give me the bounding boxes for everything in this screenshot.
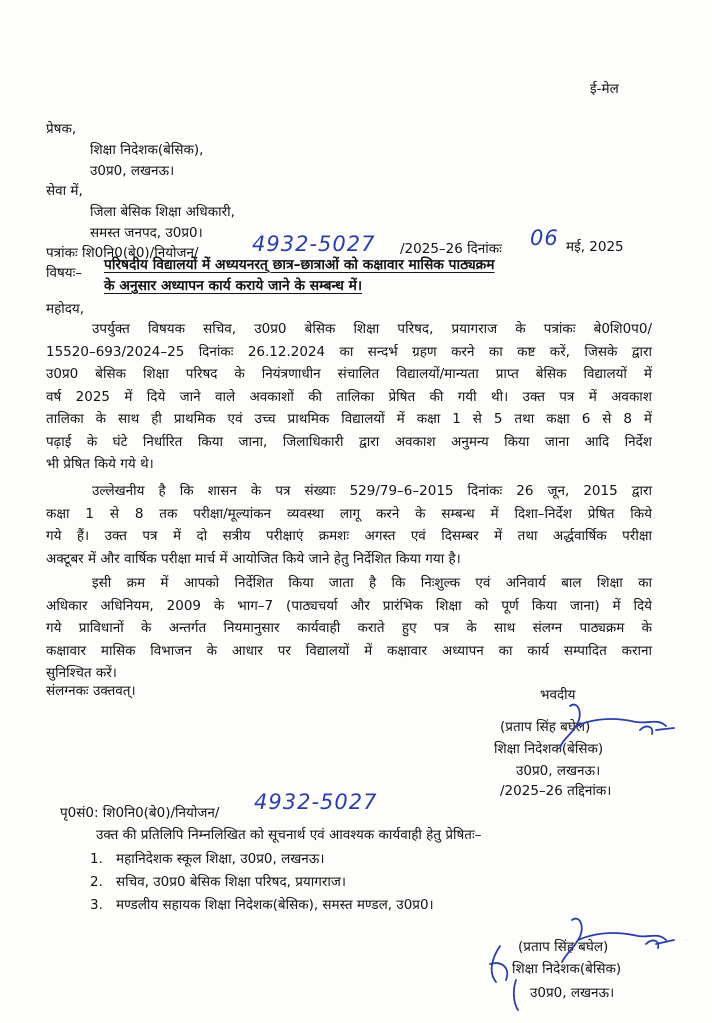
copy-item-number: 3. xyxy=(90,897,103,913)
para3-line: सुनिश्चित करें। xyxy=(46,665,117,681)
para2-line: अक्टूबर में और वार्षिक परीक्षा मार्च में आयोजित किये जाने हेतु निर्देशित किया गया है। xyxy=(46,550,461,567)
para3-line: कक्षावार मासिक विभाजन के आधार पर विद्यालयों में कक्षावार अध्यापन का कार्य सम्पादित कराना xyxy=(46,642,652,659)
para1-line: उ0प्र0 बेसिक शिक्षा परिषद के नियंत्रणाधीन संचालित विद्यालयों/मान्यता प्राप्त बेसिक विद्यालयों में xyxy=(46,366,652,382)
closing-word: भवदीय xyxy=(540,687,576,703)
copy-item-text: मण्डलीय सहायक शिक्षा निदेशक(बेसिक), समस्त मण्डल, उ0प्र0। xyxy=(116,897,434,913)
para3-line: अधिकार अधिनियम, 2009 के भाग–7 (पाठ्यचर्या और प्रारंभिक शिक्षा को पूर्ण किया जाना) में दिये xyxy=(46,597,652,614)
reference-middle: /2025–26 दिनांकः xyxy=(400,241,502,257)
copy-signatory-title: शिक्षा निदेशक(बेसिक) xyxy=(512,961,622,977)
copy-item-text: महानिदेशक स्कूल शिक्षा, उ0प्र0, लखनऊ। xyxy=(116,851,325,867)
subject-line-1: परिषदीय विद्यालयों में अध्ययनरत् छात्र–छात्राओं को कक्षावार मासिक पाठ्यक्रम xyxy=(104,257,495,273)
sender-name: शिक्षा निदेशक(बेसिक), xyxy=(90,142,204,158)
copy-reference-prefix: पृ0सं0: शि0नि0(बे0)/नियोजन/ xyxy=(60,805,220,821)
para2-line: गये हैं। उक्त पत्र में दो सत्रीय परीक्षाएं क्रमशः अगस्त एवं दिसम्बर में तथा अर्द्धवार्षिक परीक्षा xyxy=(46,528,652,544)
mode-label: ई-मेल xyxy=(590,81,619,97)
subject-line-2: के अनुसार अध्यापन कार्य कराये जाने के सम्बन्ध में। xyxy=(104,278,363,294)
reference-prefix: पत्रांकः शि0नि0(बे0)/नियोजन/ xyxy=(46,245,199,261)
reference-handwritten-number: 4932-5027 xyxy=(252,232,376,256)
copy-item-number: 2. xyxy=(90,874,103,890)
signature-scribble-icon xyxy=(540,696,690,766)
para1-line: उपर्युक्त विषयक सचिव, उ0प्र0 बेसिक शिक्षा परिषद, प्रयागराज के पत्रांकः बे0शि0प0/ xyxy=(92,321,652,337)
copy-reference-handwritten-number: 4932-5027 xyxy=(254,790,378,814)
copy-item-number: 1. xyxy=(90,851,103,867)
copy-intro: उक्त की प्रतिलिपि निम्नलिखित को सूचनार्थ एवं आवश्यक कार्यवाही हेतु प्रेषितः– xyxy=(96,827,482,843)
para3-line: गये प्राविधानों के अन्तर्गत नियमानुसार कार्यवाही कराते हुए पत्र के साथ संलग्न पाठ्यक्रम के xyxy=(46,620,652,636)
copy-signatory-name: (प्रताप सिंह बघेल) xyxy=(518,939,609,955)
para1-line: तालिका के साथ ही प्राथमिक एवं उच्च प्राथमिक विद्यालयों में कक्षा 1 से 5 तथा कक्षा 6 से 8 में xyxy=(46,411,652,427)
para1-line: भी प्रेषित किये गये थे। xyxy=(46,456,154,472)
sender-label: प्रेषक, xyxy=(46,121,77,137)
signatory-name: (प्रताप सिंह बघेल) xyxy=(500,719,591,735)
recipient-label: सेवा में, xyxy=(46,183,83,199)
reference-handwritten-day: 06 xyxy=(530,226,559,250)
para1-line: वर्ष 2025 में दिये जाने वाले अवकाशों की तालिका प्रेषित की गयी थी। उक्त पत्र में अवकाश xyxy=(46,388,652,405)
reference-suffix: मई, 2025 xyxy=(566,239,624,255)
enclosure-note: संलग्नकः उक्तवत्। xyxy=(46,683,136,699)
copy-item-text: सचिव, उ0प्र0 बेसिक शिक्षा परिषद, प्रयागराज। xyxy=(116,874,346,890)
signatory-place: उ0प्र0, लखनऊ। xyxy=(516,763,601,779)
body-paragraph-1 xyxy=(46,318,652,476)
copy-signatory-place: उ0प्र0, लखनऊ। xyxy=(530,985,615,1001)
salutation: महोदय, xyxy=(46,301,85,317)
signature-date-line: /2025–26 तद्दिनांक। xyxy=(500,783,612,799)
body-paragraph-2 xyxy=(46,480,652,570)
signatory-title: शिक्षा निदेशक(बेसिक) xyxy=(494,741,604,757)
copy-signature-scribble-icon xyxy=(476,910,676,1020)
recipient-name: जिला बेसिक शिक्षा अधिकारी, xyxy=(90,204,235,220)
para1-line: 15520–693/2024–25 दिनांकः 26.12.2024 का सन्दर्भ ग्रहण करने का कष्ट करें, जिसके द्वारा xyxy=(46,343,652,360)
para2-line: उल्लेखनीय है कि शासन के पत्र संख्याः 529/79–6–2015 दिनांकः 26 जून, 2015 द्वारा xyxy=(92,483,652,499)
body-paragraph-3 xyxy=(46,572,652,685)
sender-place: उ0प्र0, लखनऊ। xyxy=(90,163,175,179)
para3-line: इसी क्रम में आपको निर्देशित किया जाता है कि निःशुल्क एवं अनिवार्य बाल शिक्षा का xyxy=(92,575,652,591)
subject-label: विषयः– xyxy=(46,265,83,281)
para2-line: कक्षा 1 से 8 तक परीक्षा/मूल्यांकन व्यवस्था लागू करने के सम्बन्ध में दिशा–निर्देश प्रेषित किये xyxy=(46,505,652,522)
para1-line: पढ़ाई के घंटे निर्धारित किया जाना, जिलाधिकारी द्वारा अवकाश अनुमन्य किया जाना आदि निर्देश xyxy=(46,433,652,450)
recipient-place: समस्त जनपद, उ0प्र0। xyxy=(90,225,203,241)
